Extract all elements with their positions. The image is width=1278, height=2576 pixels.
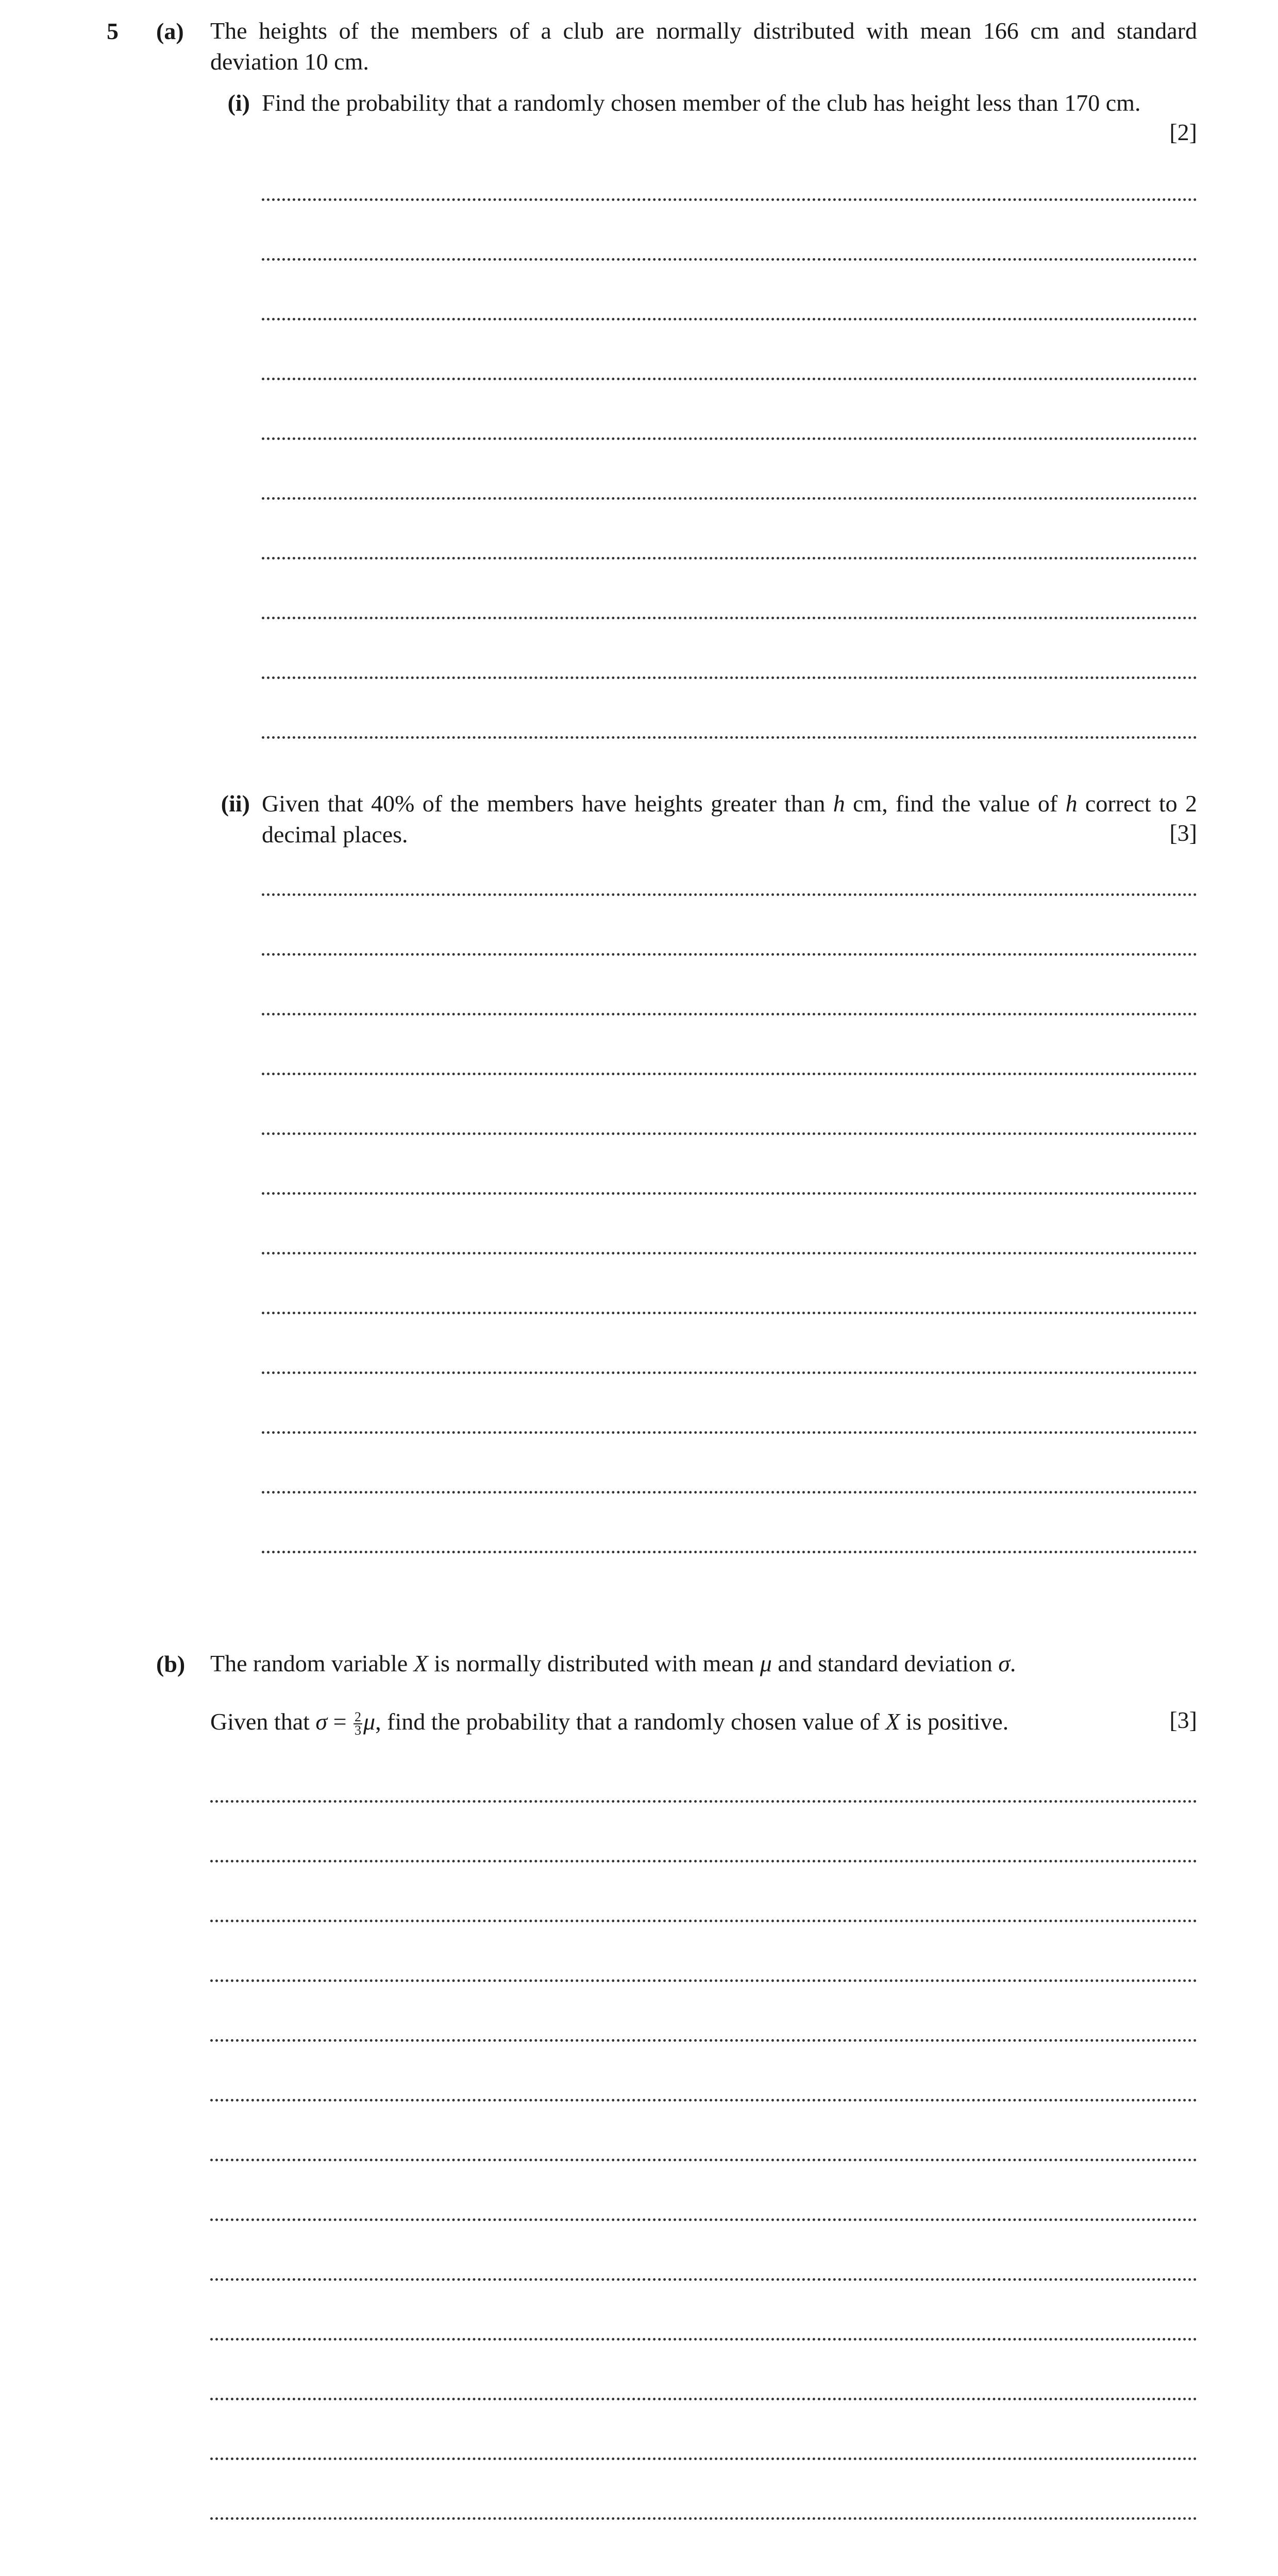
part-b-answer-line[interactable] [210,1979,1197,1982]
part-a-i-question: Find the probability that a randomly chosen member of the club has height less than 170 cm. [262,90,1141,116]
part-a-i-answer-line[interactable] [262,318,1197,320]
part-a-ii-answer-line[interactable] [262,1551,1197,1553]
part-b-answer-line[interactable] [210,2218,1197,2221]
given-x: X [885,1708,900,1735]
var-h-2: h [1065,790,1078,817]
part-a-i-marks: [2] [1169,119,1197,145]
var-x: X [413,1650,428,1676]
part-b-given [210,1706,1086,1737]
part-b-stem [210,1648,1197,1679]
part-a-i-answer-line[interactable] [262,676,1197,679]
given-equals: = [327,1708,353,1735]
part-a-stem: The heights of the members of a club are normally distributed with mean 166 cm and standard deviation 10 cm. [210,18,1197,75]
part-a-ii-answer-line[interactable] [262,1312,1197,1314]
part-a-i-answer-line[interactable] [262,258,1197,261]
part-b-answer-line[interactable] [210,1920,1197,1922]
part-a-ii-answer-line[interactable] [262,1252,1197,1255]
fraction-two-thirds [354,1711,362,1737]
part-a-ii-answer-line[interactable] [262,1192,1197,1195]
part-a-ii-answer-line[interactable] [262,1073,1197,1075]
part-a-ii-answer-line[interactable] [262,893,1197,896]
given-sigma: σ [315,1708,328,1735]
part-b-stem-3: and standard deviation [771,1650,999,1676]
question-number: 5 [107,18,119,44]
part-b-marks: [3] [1169,1707,1197,1733]
part-b-answer-line[interactable] [210,2338,1197,2341]
part-a-i-answer-line[interactable] [262,617,1197,619]
part-b-answer-line[interactable] [210,2517,1197,2520]
part-a-ii-answer-line[interactable] [262,1431,1197,1434]
part-a-ii-text-2: cm, find the value of [845,790,1066,817]
part-a-i-label: (i) [227,90,250,116]
part-a-label: (a) [156,18,184,44]
part-b-label: (b) [156,1651,186,1677]
part-b-answer-line[interactable] [210,2458,1197,2460]
part-b-answer-line[interactable] [210,2039,1197,2042]
part-a-ii-answer-line[interactable] [262,953,1197,956]
part-b-answer-line[interactable] [210,2398,1197,2400]
part-b-stem-4: . [1010,1650,1016,1676]
part-a-i-answer-line[interactable] [262,198,1197,201]
part-a-ii-text-3: correct to 2 decimal places. [262,790,1198,848]
part-a-ii-answer-line[interactable] [262,1132,1197,1135]
part-a-ii-label: (ii) [221,790,250,817]
part-b-given-1: Given that [210,1708,316,1735]
part-a-ii-answer-line[interactable] [262,1371,1197,1374]
part-a-i-answer-line[interactable] [262,497,1197,500]
part-b-given-3: is positive. [900,1708,1009,1735]
var-h: h [833,790,845,817]
part-b-answer-line[interactable] [210,2278,1197,2281]
part-a-i-answer-line[interactable] [262,557,1197,560]
part-a-ii-marks: [3] [1169,820,1197,846]
part-a-ii-text-1: Given that 40% of the members have heights greater than [262,790,833,817]
fraction-numerator: 2 [355,1709,362,1725]
given-mu: μ [363,1708,376,1735]
part-b-answer-line[interactable] [210,1800,1197,1803]
fraction-denominator: 3 [355,1723,362,1738]
part-a-ii-question [262,788,1197,850]
part-a-i-answer-line[interactable] [262,378,1197,380]
part-a-i-answer-line[interactable] [262,736,1197,739]
part-a-ii-answer-line[interactable] [262,1491,1197,1494]
part-b-answer-line[interactable] [210,2099,1197,2102]
part-b-given-2: , find the probability that a randomly chosen value of [375,1708,886,1735]
var-mu: μ [760,1650,772,1676]
part-a-ii-answer-line[interactable] [262,1013,1197,1015]
part-a-i-answer-line[interactable] [262,437,1197,440]
part-b-answer-line[interactable] [210,2159,1197,2161]
part-b-stem-2: is normally distributed with mean [428,1650,760,1676]
part-b-stem-1: The random variable [210,1650,414,1676]
part-b-answer-line[interactable] [210,1860,1197,1862]
var-sigma: σ [998,1650,1010,1676]
